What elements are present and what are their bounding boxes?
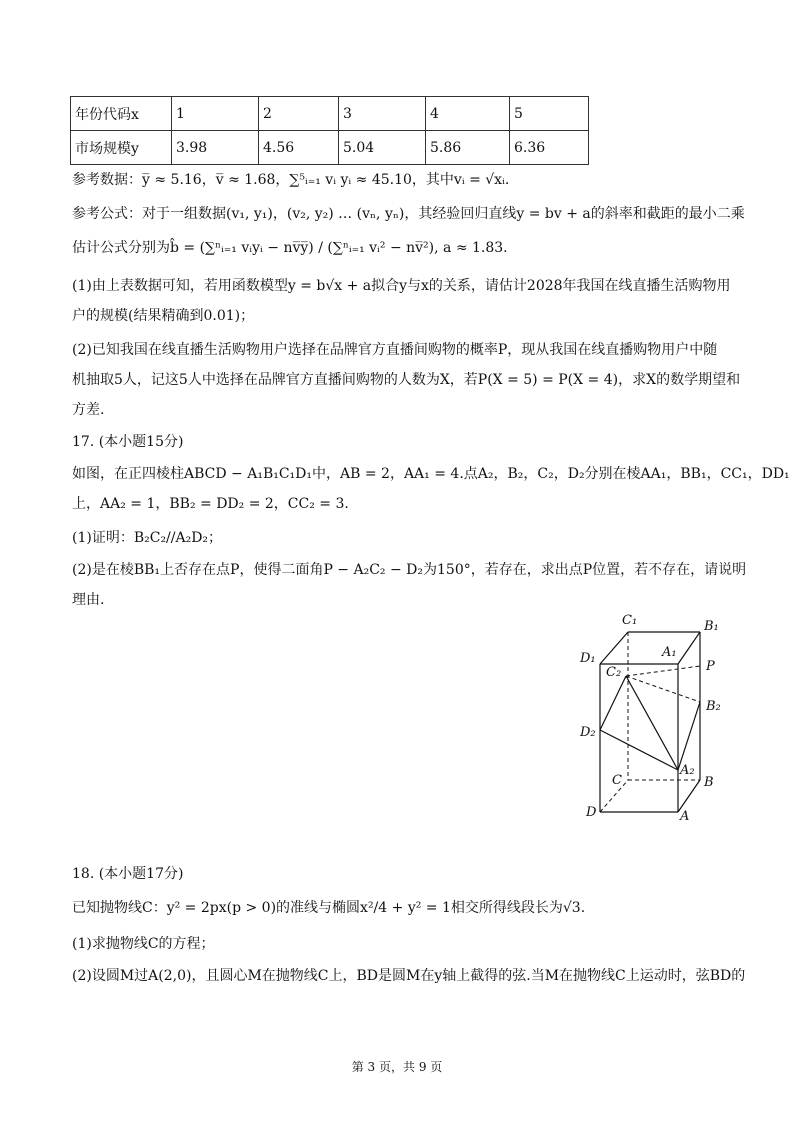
label-C2: C₂ — [606, 665, 622, 680]
label-D1: D₁ — [580, 651, 596, 666]
table-cell: 6.36 — [510, 131, 589, 165]
reference-data: 参考数据：y̅ ≈ 5.16，v̅ ≈ 1.68，∑⁵ᵢ₌₁ vᵢ yᵢ ≈ 45.10，其中vᵢ = √xᵢ. — [72, 172, 510, 188]
q18-stem: 已知抛物线C：y² = 2px(p > 0)的准线与椭圆x²/4 + y² = 1相交所得线段长为√3. — [72, 900, 586, 916]
q18-part1: (1)求抛物线C的方程； — [72, 936, 215, 952]
q16-part1-line1: (1)由上表数据可知，若用函数模型y = b√x + a拟合y与x的关系，请估计2028年我国在线直播生活购物用 — [72, 278, 731, 294]
q17-part2-line1: (2)是在棱BB₁上否存在点P，使得二面角P − A₂C₂ − D₂为150°，若存在，求出点P位置，若不存在，请说明 — [72, 562, 747, 578]
label-C1: C₁ — [622, 613, 638, 628]
label-B2: B₂ — [706, 699, 721, 714]
table-cell: 年份代码x — [71, 97, 172, 131]
q16-part1-line2: 户的规模(结果精确到0.01)； — [72, 308, 255, 324]
label-B1: B₁ — [704, 619, 719, 634]
q18-part2: (2)设圆M过A(2,0)，且圆心M在抛物线C上，BD是圆M在y轴上截得的弦.当M在抛物线C上运动时，弦BD的 — [72, 968, 746, 984]
table-cell: 2 — [259, 97, 339, 131]
table-cell: 5 — [510, 97, 589, 131]
table-cell: 3.98 — [172, 131, 259, 165]
q17-part2-line2: 理由. — [72, 592, 105, 608]
label-A: A — [680, 809, 690, 824]
q17-stem-line1: 如图，在正四棱柱ABCD − A₁B₁C₁D₁中，AB = 2，AA₁ = 4.点A₂，B₂，C₂，D₂分别在棱AA₁，BB₁，CC₁，DD₁ — [72, 466, 790, 482]
table-row — [71, 97, 589, 131]
label-A2: A₂ — [680, 763, 695, 778]
label-C: C — [612, 773, 622, 788]
table-cell: 5.04 — [339, 131, 426, 165]
table-cell: 市场规模y — [71, 131, 172, 165]
table-row — [71, 131, 589, 165]
label-B: B — [704, 775, 714, 790]
prism-figure — [570, 606, 730, 826]
data-table — [70, 96, 589, 165]
label-D2: D₂ — [580, 725, 596, 740]
q16-part2-line2: 机抽取5人，记这5人中选择在品牌官方直播间购物的人数为X，若P(X = 5) = P(X = 4)，求X的数学期望和 — [72, 372, 741, 388]
table-cell: 4 — [426, 97, 510, 131]
q17-stem-line2: 上，AA₂ = 1，BB₂ = DD₂ = 2，CC₂ = 3. — [72, 496, 349, 512]
table-cell: 4.56 — [259, 131, 339, 165]
reference-formula-line1: 参考公式：对于一组数据(v₁, y₁)，(v₂, y₂) … (vₙ, yₙ)，其经验回归直线y = bv + a的斜率和截距的最小二乘 — [72, 206, 745, 222]
page-footer: 第 3 页，共 9 页 — [351, 1060, 443, 1074]
label-P: P — [706, 659, 715, 674]
label-A1: A₁ — [662, 645, 677, 660]
label-D: D — [586, 805, 597, 820]
table-cell: 5.86 — [426, 131, 510, 165]
table-cell: 1 — [172, 97, 259, 131]
q17-part1: (1)证明：B₂C₂//A₂D₂； — [72, 530, 223, 546]
q18-heading: 18. (本小题17分) — [72, 866, 184, 882]
reference-formula-line2: 估计公式分别为b̂ = (∑ⁿᵢ₌₁ vᵢyᵢ − nv̅y̅) / (∑ⁿᵢ₌₁ vᵢ² − nv̅²), a ≈ 1.83. — [72, 240, 508, 256]
q16-part2-line3: 方差. — [72, 402, 105, 418]
q17-heading: 17. (本小题15分) — [72, 434, 184, 450]
table-cell: 3 — [339, 97, 426, 131]
q16-part2-line1: (2)已知我国在线直播生活购物用户选择在品牌官方直播间购物的概率P，现从我国在线直播购物用户中随 — [72, 342, 718, 358]
